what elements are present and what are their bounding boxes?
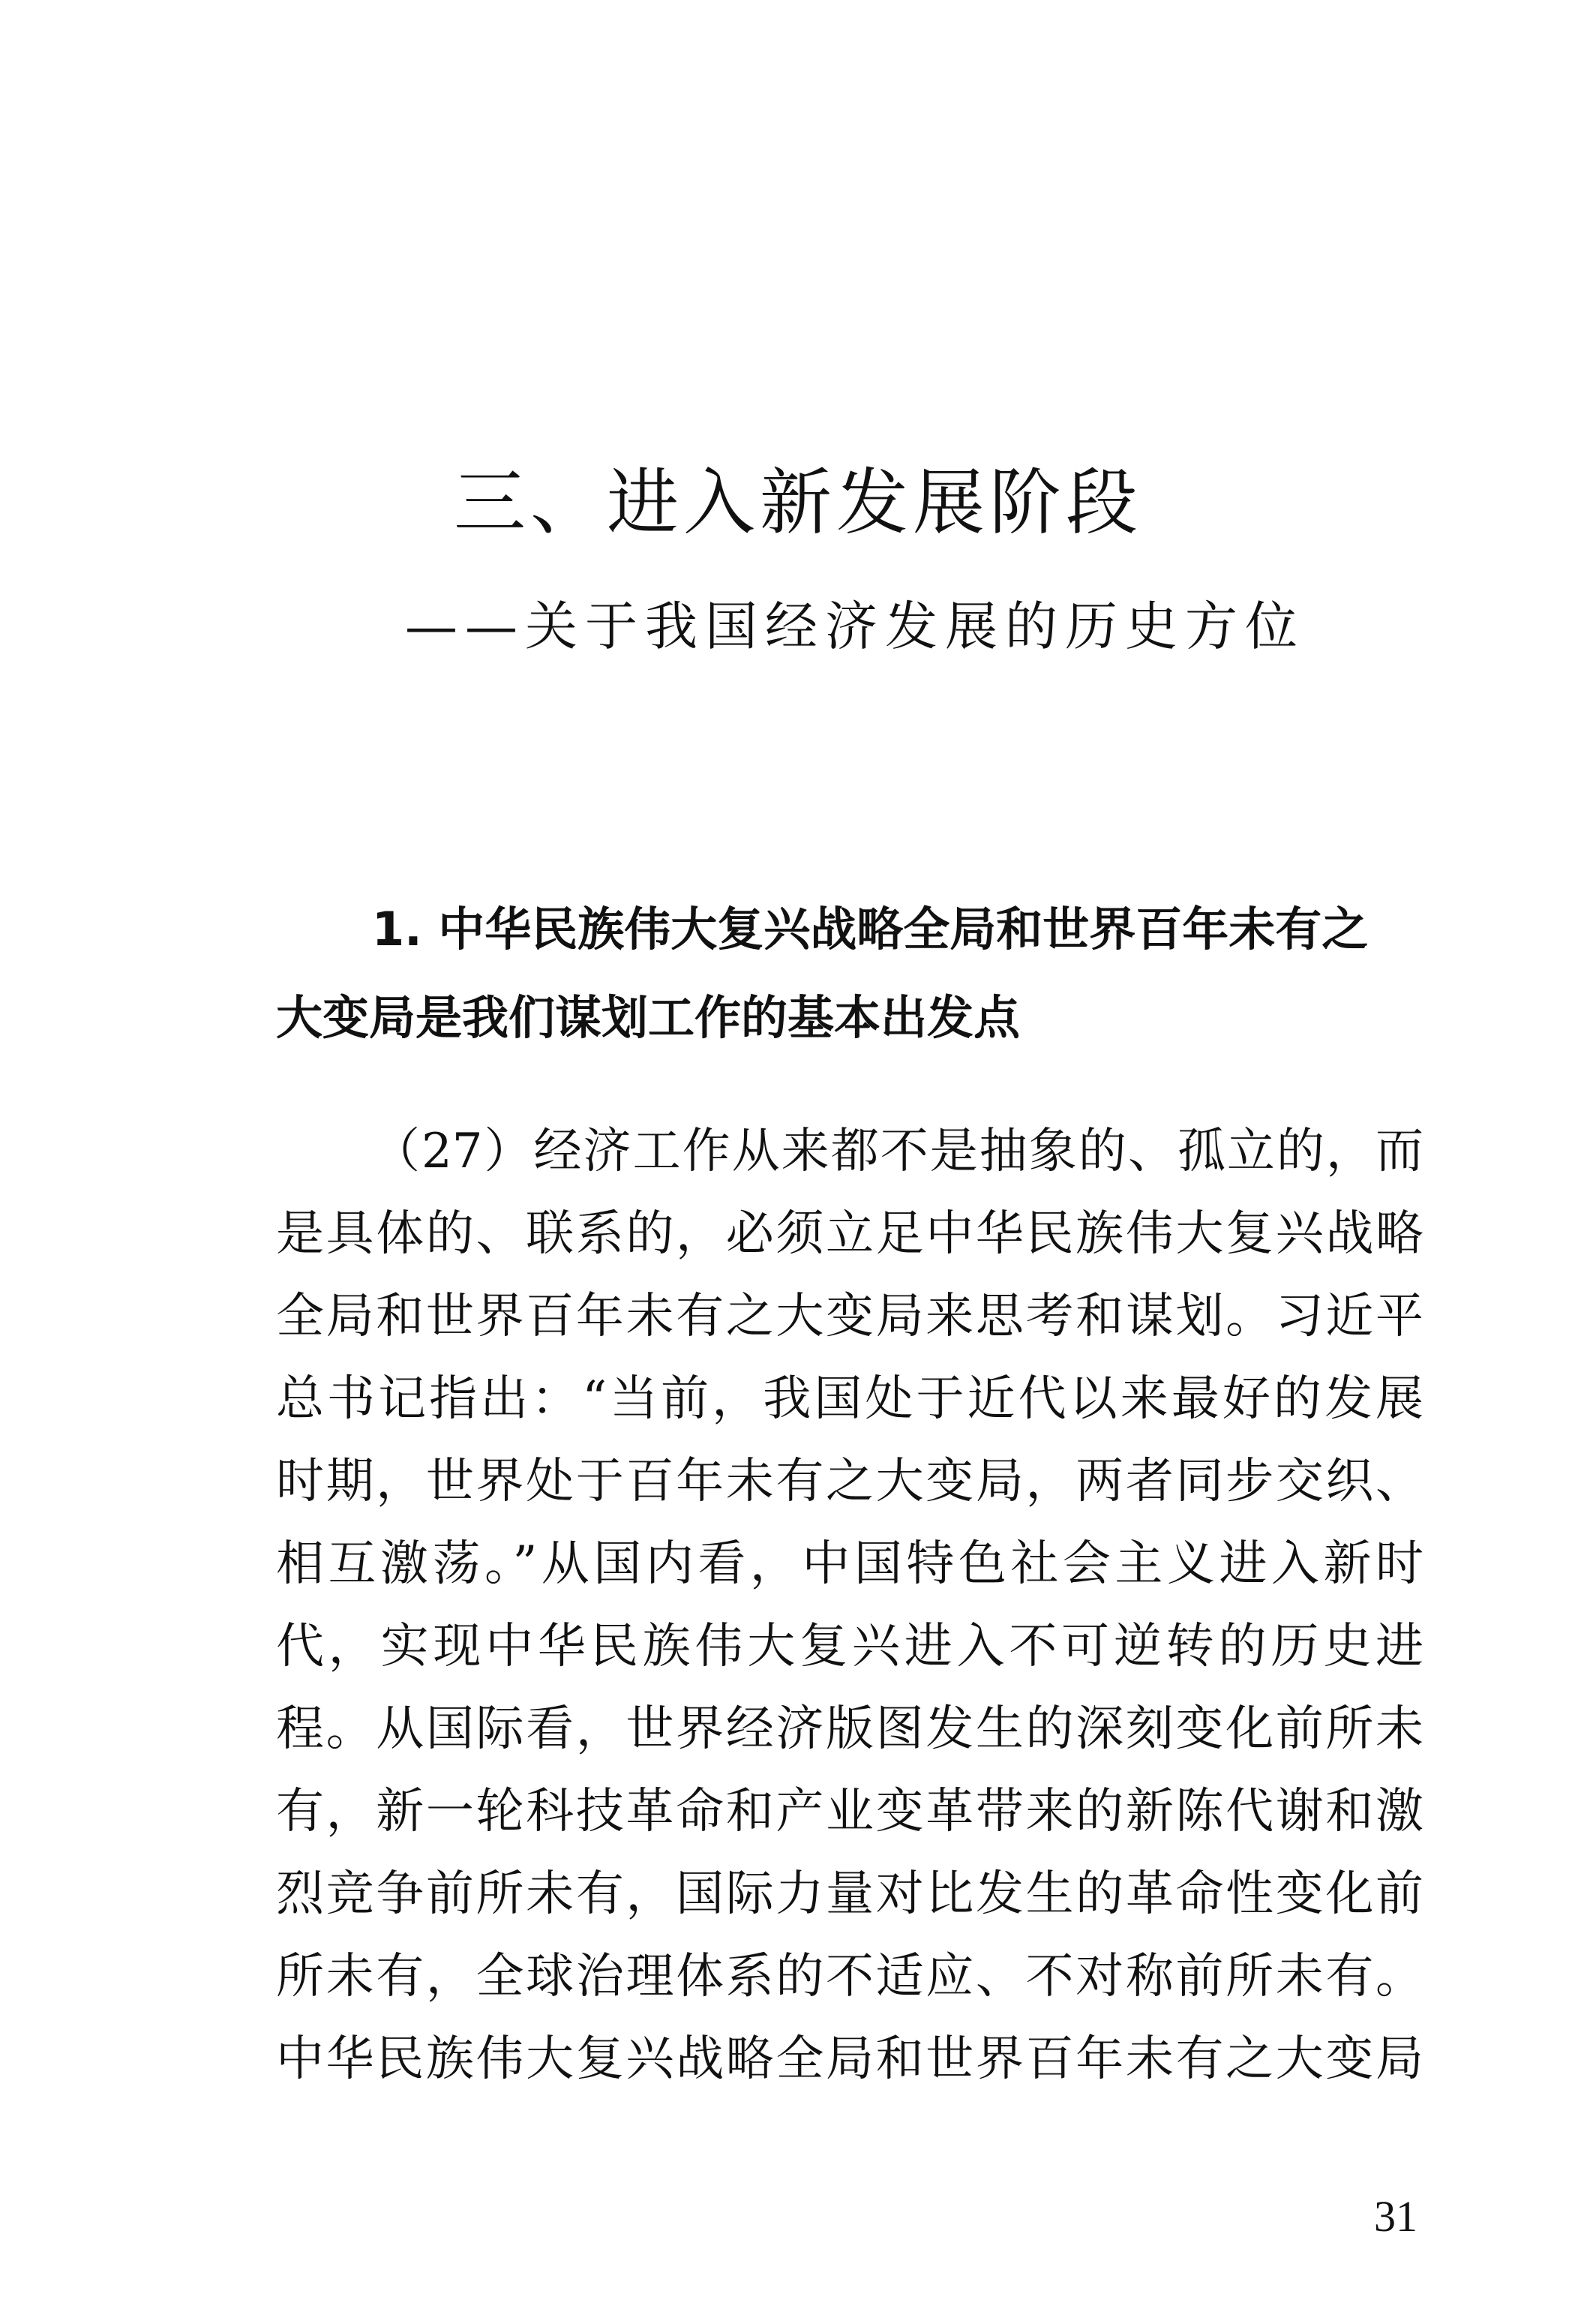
section-heading-line: 1. 中华民族伟大复兴战略全局和世界百年未有之 (372, 902, 1369, 956)
page-number: 31 (1374, 2192, 1418, 2241)
paragraph-line: 所未有，全球治理体系的不适应、不对称前所未有。 (276, 1949, 1424, 2004)
paragraph-line: 中华民族伟大复兴战略全局和世界百年未有之大变局 (276, 2031, 1424, 2087)
paragraph-line: 程。从国际看，世界经济版图发生的深刻变化前所未 (276, 1701, 1424, 1757)
section-heading (276, 885, 1424, 1062)
chapter-title: 三、进入新发展阶段 (454, 461, 1142, 545)
paragraph-line: （27）经济工作从来都不是抽象的、孤立的，而 (372, 1124, 1424, 1179)
paragraph-line: 代，实现中华民族伟大复兴进入不可逆转的历史进 (276, 1619, 1424, 1674)
paragraph-line: 相互激荡。”从国内看，中国特色社会主义进入新时 (276, 1536, 1424, 1592)
paragraph-line: 全局和世界百年未有之大变局来思考和谋划。习近平 (276, 1289, 1424, 1344)
paragraph-line: 是具体的、联系的，必须立足中华民族伟大复兴战略 (276, 1206, 1424, 1262)
paragraph-line: 时期，世界处于百年未有之大变局，两者同步交织、 (276, 1454, 1424, 1509)
paragraph-line: 有，新一轮科技革命和产业变革带来的新陈代谢和激 (276, 1784, 1424, 1839)
chapter-subtitle: ——关于我国经济发展的历史方位 (405, 596, 1305, 657)
body-paragraph (276, 1110, 1424, 2100)
paragraph-line: 烈竞争前所未有，国际力量对比发生的革命性变化前 (276, 1866, 1424, 1922)
section-heading-line: 大变局是我们谋划工作的基本出发点 (276, 990, 1021, 1045)
paragraph-line: 总书记指出：“当前，我国处于近代以来最好的发展 (276, 1371, 1424, 1427)
